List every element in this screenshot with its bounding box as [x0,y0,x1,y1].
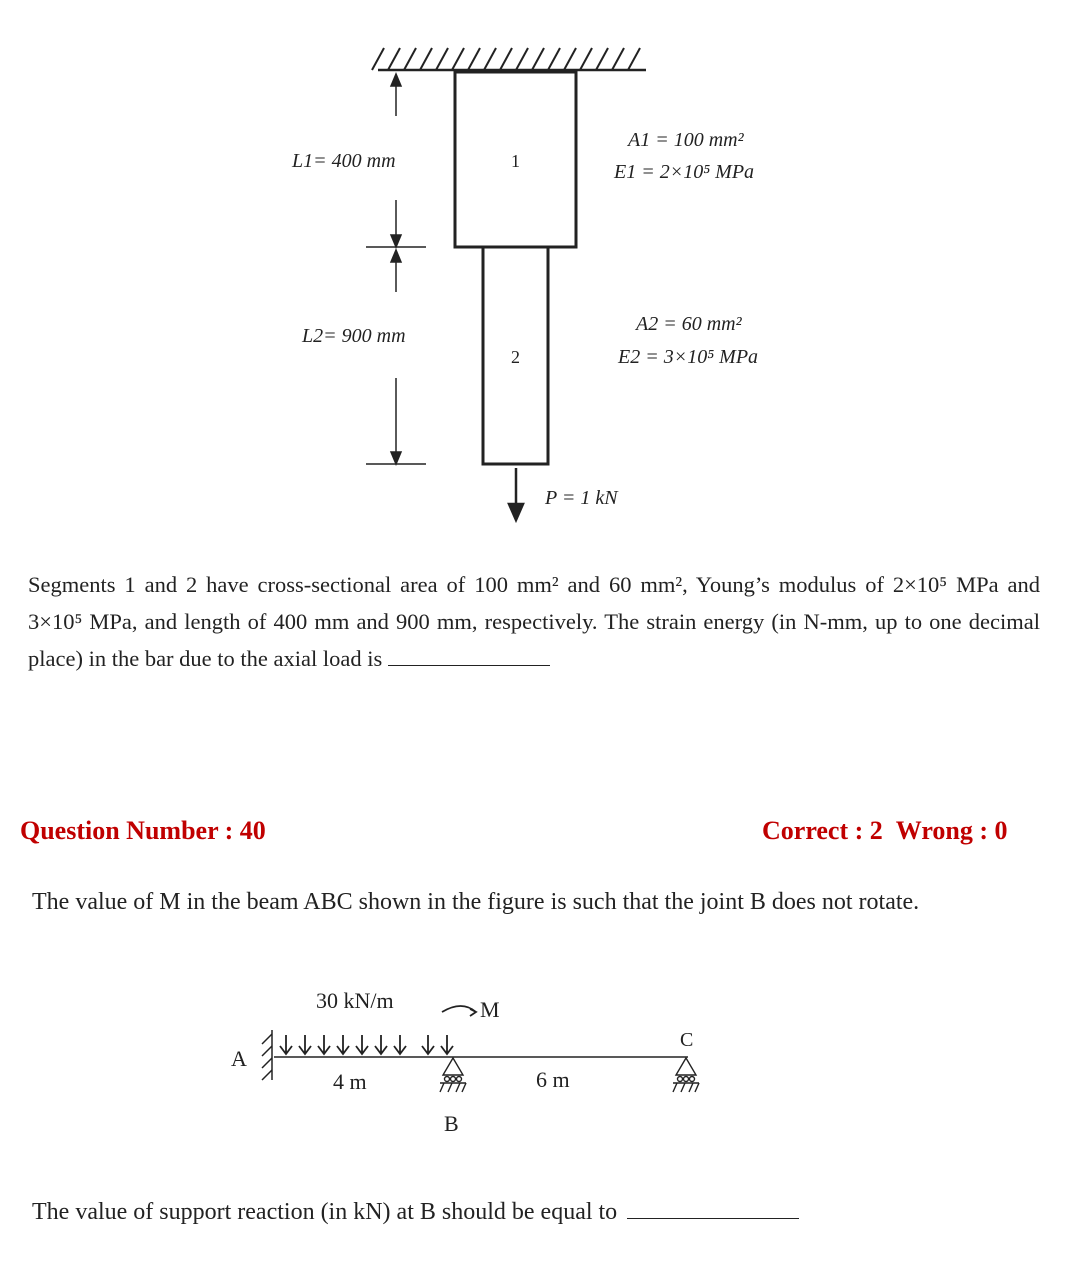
question-39-text-block [28,566,1040,677]
span-label-2: 6 m [536,1067,570,1092]
question-number: Question Number : 40 [20,816,266,845]
modulus-label-2: E2 = 3×10⁵ MPa [618,346,759,368]
moment-label: M [480,997,500,1022]
fixed-support-hatching [372,48,640,70]
load-label: P = 1 kN [545,487,618,509]
wrong-count: Wrong : 0 [895,816,1008,845]
pin-support-b [440,1058,466,1092]
modulus-label-1: E1 = 2×10⁵ MPa [614,161,755,183]
length-label-1: L1= 400 mm [292,150,396,172]
score-status [762,816,1008,846]
point-label-b: B [444,1111,459,1136]
span-label-1: 4 m [333,1069,367,1094]
question-40-text: The value of M in the beam ABC shown in the figure is such that the joint B does not rotate. [32,889,920,915]
question-40-followup [32,1199,799,1226]
dimension-lines [366,74,426,464]
fixed-support-a [262,1030,272,1080]
segment-label-2: 2 [511,347,520,367]
stepped-bar-figure [0,0,1068,560]
question-39-text: Segments 1 and 2 have cross-sectional area of 100 mm² and 60 mm², Young’s modulus of 2×10⁵ MPa and 3×10⁵ MPa, and length of 400 mm and 900 mm, respectively. The strain energy (in N-mm, up to one decimal place) in the bar due to the axial load is [28,572,1040,671]
question-40-followup-text: The value of support reaction (in kN) at B should be equal to [32,1199,618,1225]
point-label-c: C [680,1029,694,1051]
load-intensity-label: 30 kN/m [316,988,394,1013]
length-label-2: L2= 900 mm [302,325,406,347]
answer-blank-40 [627,1200,799,1219]
distributed-load-arrows [280,1035,453,1054]
area-label-2: A2 = 60 mm² [636,313,742,335]
area-label-1: A1 = 100 mm² [628,129,744,151]
segment-label-1: 1 [511,151,520,171]
point-label-a: A [231,1046,247,1071]
moment-arrow [442,1006,476,1016]
answer-blank-39 [388,647,550,666]
load-arrow [509,468,523,520]
correct-count: Correct : 2 [762,816,883,845]
pin-support-c [673,1058,699,1092]
